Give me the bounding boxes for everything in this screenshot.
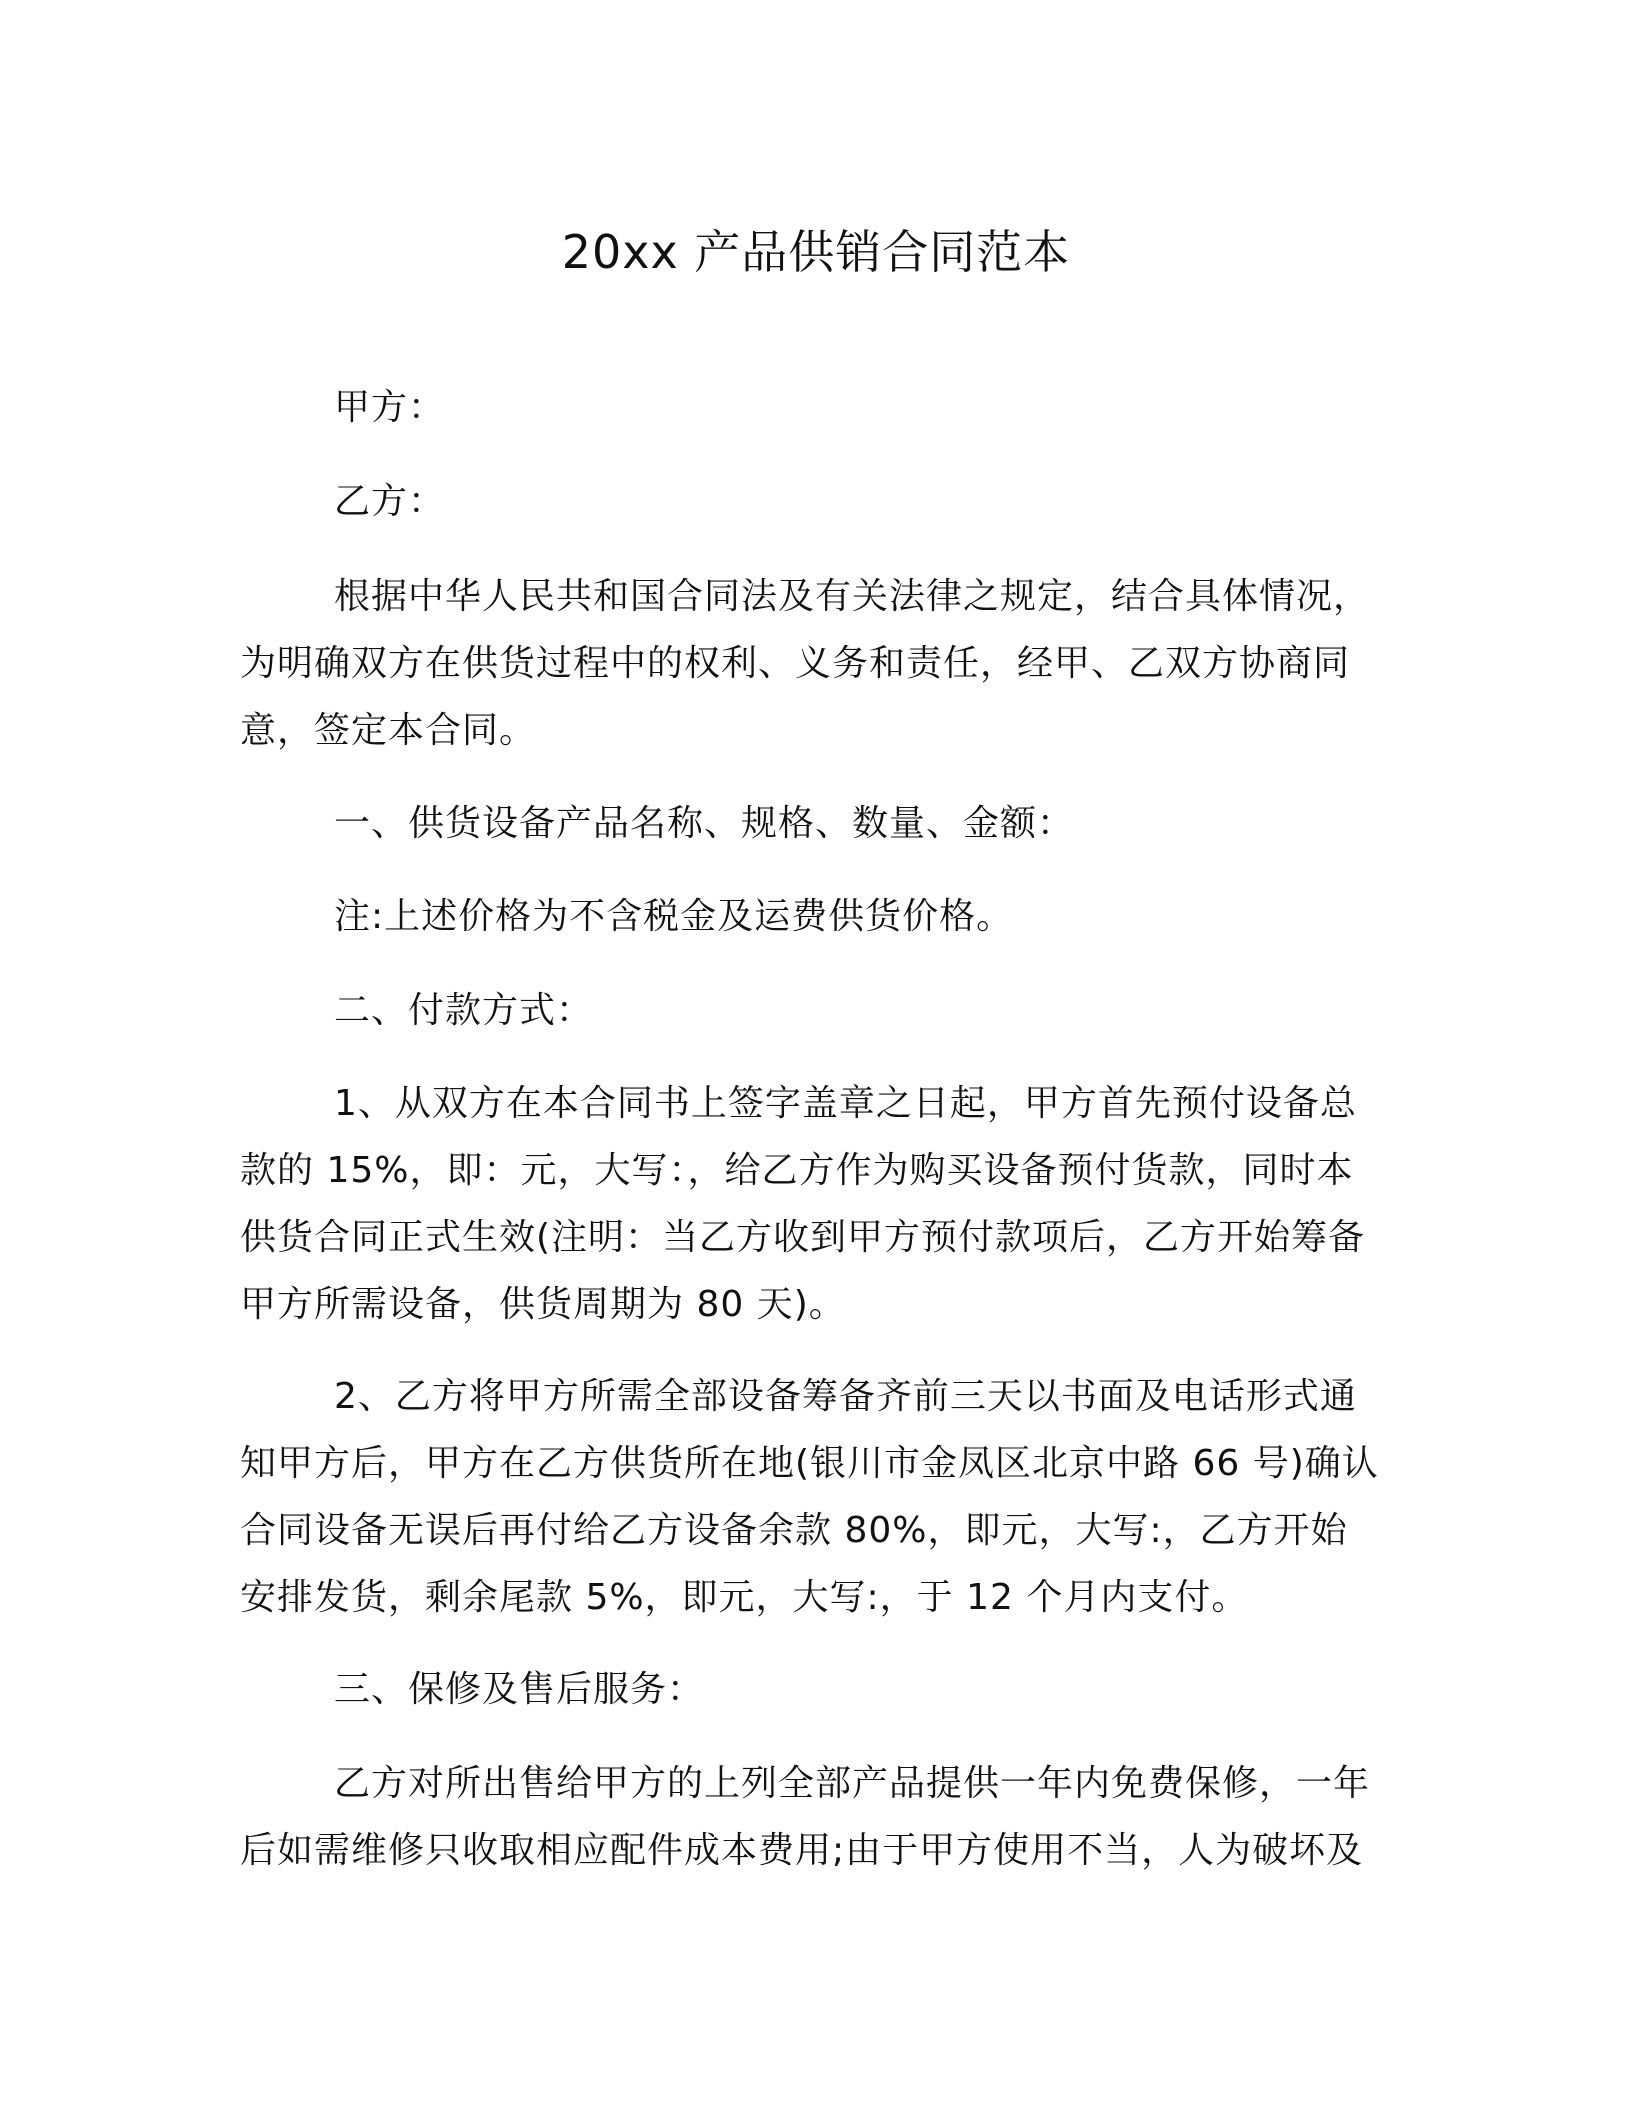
section-2-heading: 二、付款方式：: [334, 990, 594, 1031]
section-1-heading: 一、供货设备产品名称、规格、数量、金额：: [334, 803, 1075, 844]
document-title: 20xx 产品供销合同范本: [561, 225, 1071, 279]
party-a-label: 甲方：: [334, 387, 446, 428]
section-1-note: 注:上述价格为不含税金及运费供货价格。: [334, 896, 1014, 937]
section-2-item-2: 2、乙方将甲方所需全部设备筹备齐前三天以书面及电话形式通知甲方后，甲方在乙方供货所在地(银川市金凤区北京中路 66 号)确认合同设备无误后再付给乙方设备余款 80%，即元，大写:，乙方开始安排发货，剩余尾款 5%，即元，大写:，于 12 个月内支付。: [240, 1376, 1379, 1618]
section-2-item-1: 1、从双方在本合同书上签字盖章之日起，甲方首先预付设备总款的 15%，即：元，大写：，给乙方作为购买设备预付货款，同时本供货合同正式生效(注明：当乙方收到甲方预付款项后，乙方开始筹备甲方所需设备，供货周期为 80 天)。: [240, 1083, 1366, 1325]
section-3-heading: 三、保修及售后服务：: [334, 1669, 705, 1710]
party-b-label: 乙方：: [334, 481, 446, 522]
preamble-paragraph: 根据中华人民共和国合同法及有关法律之规定，结合具体情况，为明确双方在供货过程中的权利、义务和责任，经甲、乙双方协商同意，签定本合同。: [240, 576, 1371, 751]
section-3-body: 乙方对所出售给甲方的上列全部产品提供一年内免费保修，一年后如需维修只收取相应配件成本费用;由于甲方使用不当，人为破坏及: [240, 1763, 1371, 1871]
